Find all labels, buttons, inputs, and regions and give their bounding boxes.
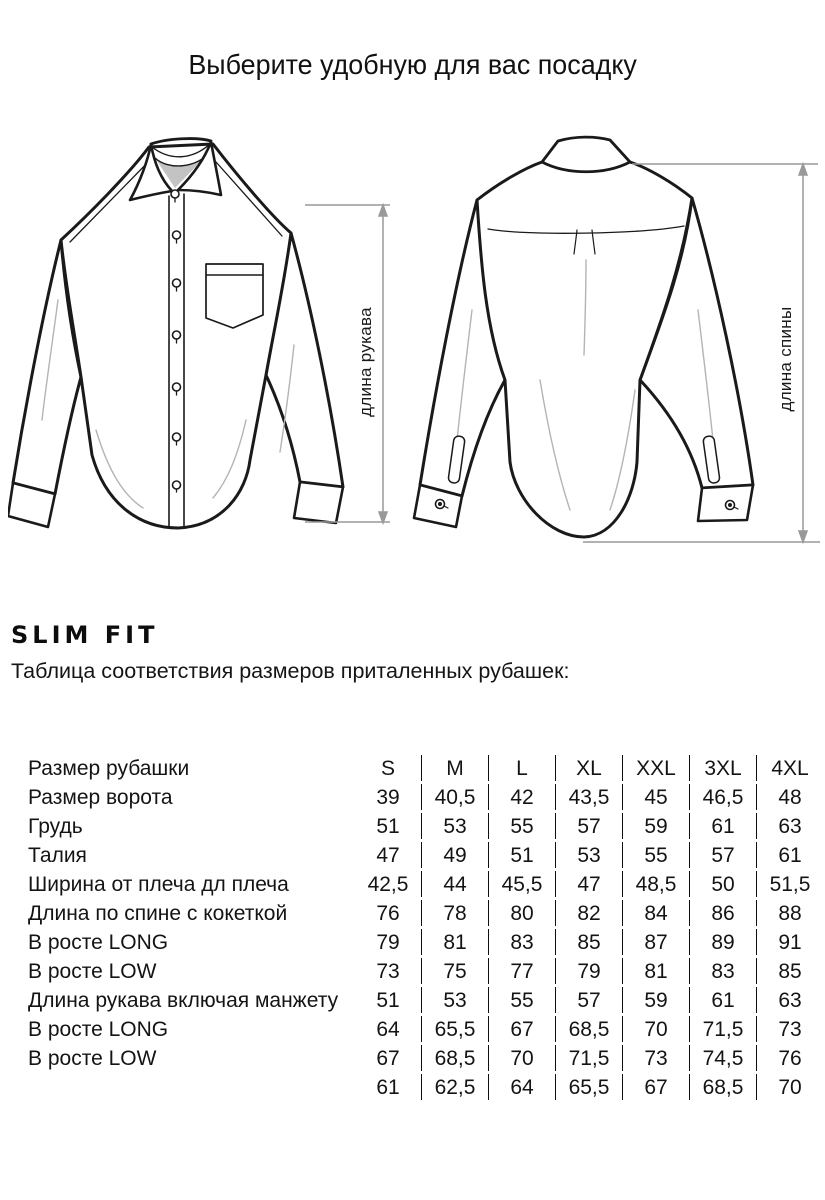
size-table [28, 752, 823, 1103]
size-column-header: 3XL [689, 755, 756, 781]
row-label: Размер рубашки [28, 756, 190, 780]
table-cell: 83 [689, 958, 756, 984]
table-cell: 48,5 [622, 871, 689, 897]
table-cell: 63 [756, 987, 823, 1013]
size-column-header: XL [555, 755, 622, 781]
table-cell: 51 [376, 814, 400, 838]
table-cell: 68,5 [421, 1045, 488, 1071]
table-cell: 46,5 [689, 784, 756, 810]
table-row [28, 1045, 823, 1071]
table-cell: 53 [421, 813, 488, 839]
table-cell: 67 [488, 1016, 555, 1042]
table-row [28, 987, 823, 1013]
row-label: В росте LONG [28, 1017, 169, 1041]
table-cell: 70 [622, 1016, 689, 1042]
shirt-front-drawing [8, 130, 388, 542]
table-cell: 82 [555, 900, 622, 926]
table-cell: 71,5 [689, 1016, 756, 1042]
table-cell: 83 [488, 929, 555, 955]
table-cell: 45,5 [488, 871, 555, 897]
table-cell: 63 [756, 813, 823, 839]
table-cell: 59 [622, 813, 689, 839]
table-row [28, 871, 823, 897]
table-cell: 64 [488, 1074, 555, 1100]
table-cell: 77 [488, 958, 555, 984]
size-table-wrap [28, 752, 823, 1103]
size-column-header: XXL [622, 755, 689, 781]
table-cell: 44 [421, 871, 488, 897]
row-label: Длина рукава включая манжету [28, 988, 339, 1012]
table-cell: 49 [421, 842, 488, 868]
table-cell: 61 [689, 813, 756, 839]
table-cell: 55 [622, 842, 689, 868]
table-cell: 75 [421, 958, 488, 984]
table-cell: 86 [689, 900, 756, 926]
table-row [28, 813, 823, 839]
table-cell: 81 [622, 958, 689, 984]
table-cell: 51,5 [756, 871, 823, 897]
table-cell: 65,5 [555, 1074, 622, 1100]
table-cell: 88 [756, 900, 823, 926]
page-title-text: Выберите удобную для вас посадку [188, 49, 637, 80]
table-cell: 55 [488, 987, 555, 1013]
table-cell: 51 [376, 988, 400, 1012]
table-cell: 61 [756, 842, 823, 868]
row-label: В росте LONG [28, 930, 169, 954]
table-cell: 42 [488, 784, 555, 810]
table-cell: 70 [488, 1045, 555, 1071]
row-label: В росте LOW [28, 1046, 157, 1070]
table-row [28, 958, 823, 984]
size-column-header: S [380, 756, 395, 780]
table-cell: 85 [756, 958, 823, 984]
table-cell: 73 [622, 1045, 689, 1071]
table-row [28, 900, 823, 926]
table-cell: 76 [376, 901, 400, 925]
shirt-back-drawing [400, 130, 825, 552]
row-label: Размер ворота [28, 785, 173, 809]
row-label: Грудь [28, 814, 83, 838]
table-cell: 81 [421, 929, 488, 955]
table-cell: 84 [622, 900, 689, 926]
fit-heading: SLIM FIT [11, 621, 159, 649]
table-cell: 39 [376, 785, 400, 809]
table-row [28, 929, 823, 955]
sleeve-length-label: длина рукава [356, 307, 375, 417]
table-cell: 57 [555, 813, 622, 839]
table-cell: 68,5 [555, 1016, 622, 1042]
table-cell: 85 [555, 929, 622, 955]
table-cell: 79 [376, 930, 400, 954]
table-cell: 48 [756, 784, 823, 810]
table-cell: 59 [622, 987, 689, 1013]
table-cell: 57 [689, 842, 756, 868]
table-cell: 76 [756, 1045, 823, 1071]
row-label: В росте LOW [28, 959, 157, 983]
table-cell: 64 [376, 1017, 400, 1041]
table-cell: 43,5 [555, 784, 622, 810]
table-cell: 78 [421, 900, 488, 926]
table-cell: 45 [622, 784, 689, 810]
table-cell: 70 [756, 1074, 823, 1100]
row-label: Ширина от плеча дл плеча [28, 872, 289, 896]
table-cell: 68,5 [689, 1074, 756, 1100]
table-cell: 53 [421, 987, 488, 1013]
table-cell: 57 [555, 987, 622, 1013]
row-label: Длина по спине с кокеткой [28, 901, 288, 925]
table-cell: 80 [488, 900, 555, 926]
table-cell: 61 [376, 1075, 400, 1099]
front-pocket [206, 264, 263, 328]
table-cell: 50 [689, 871, 756, 897]
table-cell: 55 [488, 813, 555, 839]
table-row [28, 784, 823, 810]
table-cell: 89 [689, 929, 756, 955]
table-cell: 71,5 [555, 1045, 622, 1071]
row-label: Талия [28, 843, 87, 867]
table-row [28, 755, 823, 781]
table-cell: 53 [555, 842, 622, 868]
table-row [28, 842, 823, 868]
table-cell: 62,5 [421, 1074, 488, 1100]
table-row [28, 1074, 823, 1100]
table-cell: 73 [756, 1016, 823, 1042]
table-cell: 61 [689, 987, 756, 1013]
row-label [28, 1074, 355, 1100]
table-cell: 42,5 [367, 872, 409, 896]
table-cell: 47 [376, 843, 400, 867]
table-cell: 91 [756, 929, 823, 955]
size-column-header: M [421, 755, 488, 781]
back-length-label: длина спины [776, 306, 795, 412]
table-cell: 65,5 [421, 1016, 488, 1042]
shirt-diagrams [0, 128, 825, 573]
size-column-header: 4XL [756, 755, 823, 781]
table-cell: 67 [376, 1046, 400, 1070]
table-cell: 74,5 [689, 1045, 756, 1071]
page-title [0, 50, 825, 81]
table-cell: 87 [622, 929, 689, 955]
back-collar [542, 137, 630, 172]
table-cell: 51 [488, 842, 555, 868]
table-cell: 40,5 [421, 784, 488, 810]
size-column-header: L [488, 755, 555, 781]
table-cell: 79 [555, 958, 622, 984]
table-cell: 67 [622, 1074, 689, 1100]
table-row [28, 1016, 823, 1042]
fit-subtitle: Таблица соответствия размеров приталенных рубашек: [11, 659, 570, 683]
table-cell: 73 [376, 959, 400, 983]
table-cell: 47 [555, 871, 622, 897]
